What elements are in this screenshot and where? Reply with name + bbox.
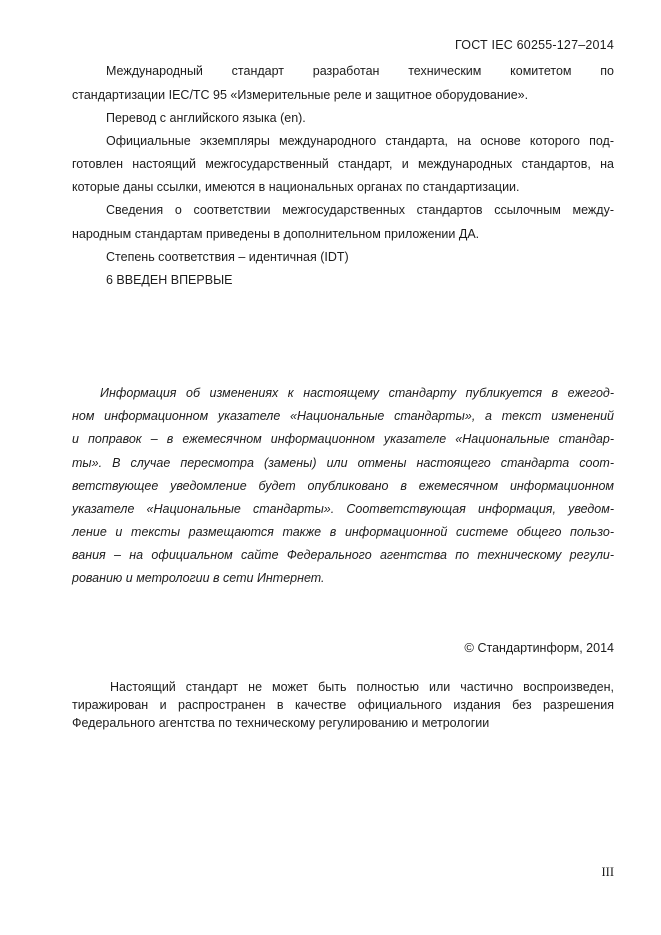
notice-line: Настоящий стандарт не может быть полностью или частично воспроизведен, xyxy=(110,680,614,694)
notice-line: тиражирован и распространен в качестве официального издания без разрешения xyxy=(72,698,614,712)
copyright-icon: © xyxy=(464,640,474,655)
preface-line: стандартизации IEC/TC 95 «Измерительные реле и защитное оборудование». xyxy=(72,88,529,102)
info-line: ном информационном указателе «Национальные стандарты», а текст изменений xyxy=(72,409,614,423)
copyright-text: Стандартинформ, 2014 xyxy=(477,641,614,655)
preface-line: Международный стандарт разработан техническим комитетом по xyxy=(106,64,614,78)
preface-line: Степень соответствия – идентичная (IDT) xyxy=(106,250,349,264)
notice-line: Федерального агентства по техническому регулированию и метрологии xyxy=(72,716,490,730)
info-line: ветствующее уведомление будет опубликовано в ежемесячном информационном xyxy=(72,479,614,493)
preface-line: которые даны ссылки, имеются в национальных органах по стандартизации. xyxy=(72,180,520,194)
info-line: указателе «Национальные стандарты». Соответствующая информация, уведом- xyxy=(72,502,614,516)
info-line: рованию и метрологии в сети Интернет. xyxy=(72,571,325,585)
info-line: ты». В случае пересмотра (замены) или отмены настоящего стандарта соот- xyxy=(72,456,614,470)
preface-line: Сведения о соответствии межгосударственных стандартов ссылочным между- xyxy=(106,203,614,217)
preface-line: Перевод с английского языка (en). xyxy=(106,111,306,125)
info-line: вания – на официальном сайте Федерального агентства по техническому регули- xyxy=(72,548,614,562)
preface-line: народным стандартам приведены в дополнительном приложении ДА. xyxy=(72,227,480,241)
info-line: Информация об изменениях к настоящему стандарту публикуется в ежегод- xyxy=(100,386,614,400)
page-number: III xyxy=(601,865,614,879)
standard-code: ГОСТ IEC 60255-127–2014 xyxy=(455,38,614,52)
preface-line: Официальные экземпляры международного стандарта, на основе которого под- xyxy=(106,134,614,148)
copyright xyxy=(464,640,614,655)
preface-line: готовлен настоящий межгосударственный стандарт, и международных стандартов, на xyxy=(72,157,614,171)
section-heading: 6 ВВЕДЕН ВПЕРВЫЕ xyxy=(106,273,233,287)
info-line: и поправок – в ежемесячном информационном указателе «Национальные стандар- xyxy=(72,432,614,446)
info-line: ление и тексты размещаются также в информационной системе общего пользо- xyxy=(72,525,614,539)
